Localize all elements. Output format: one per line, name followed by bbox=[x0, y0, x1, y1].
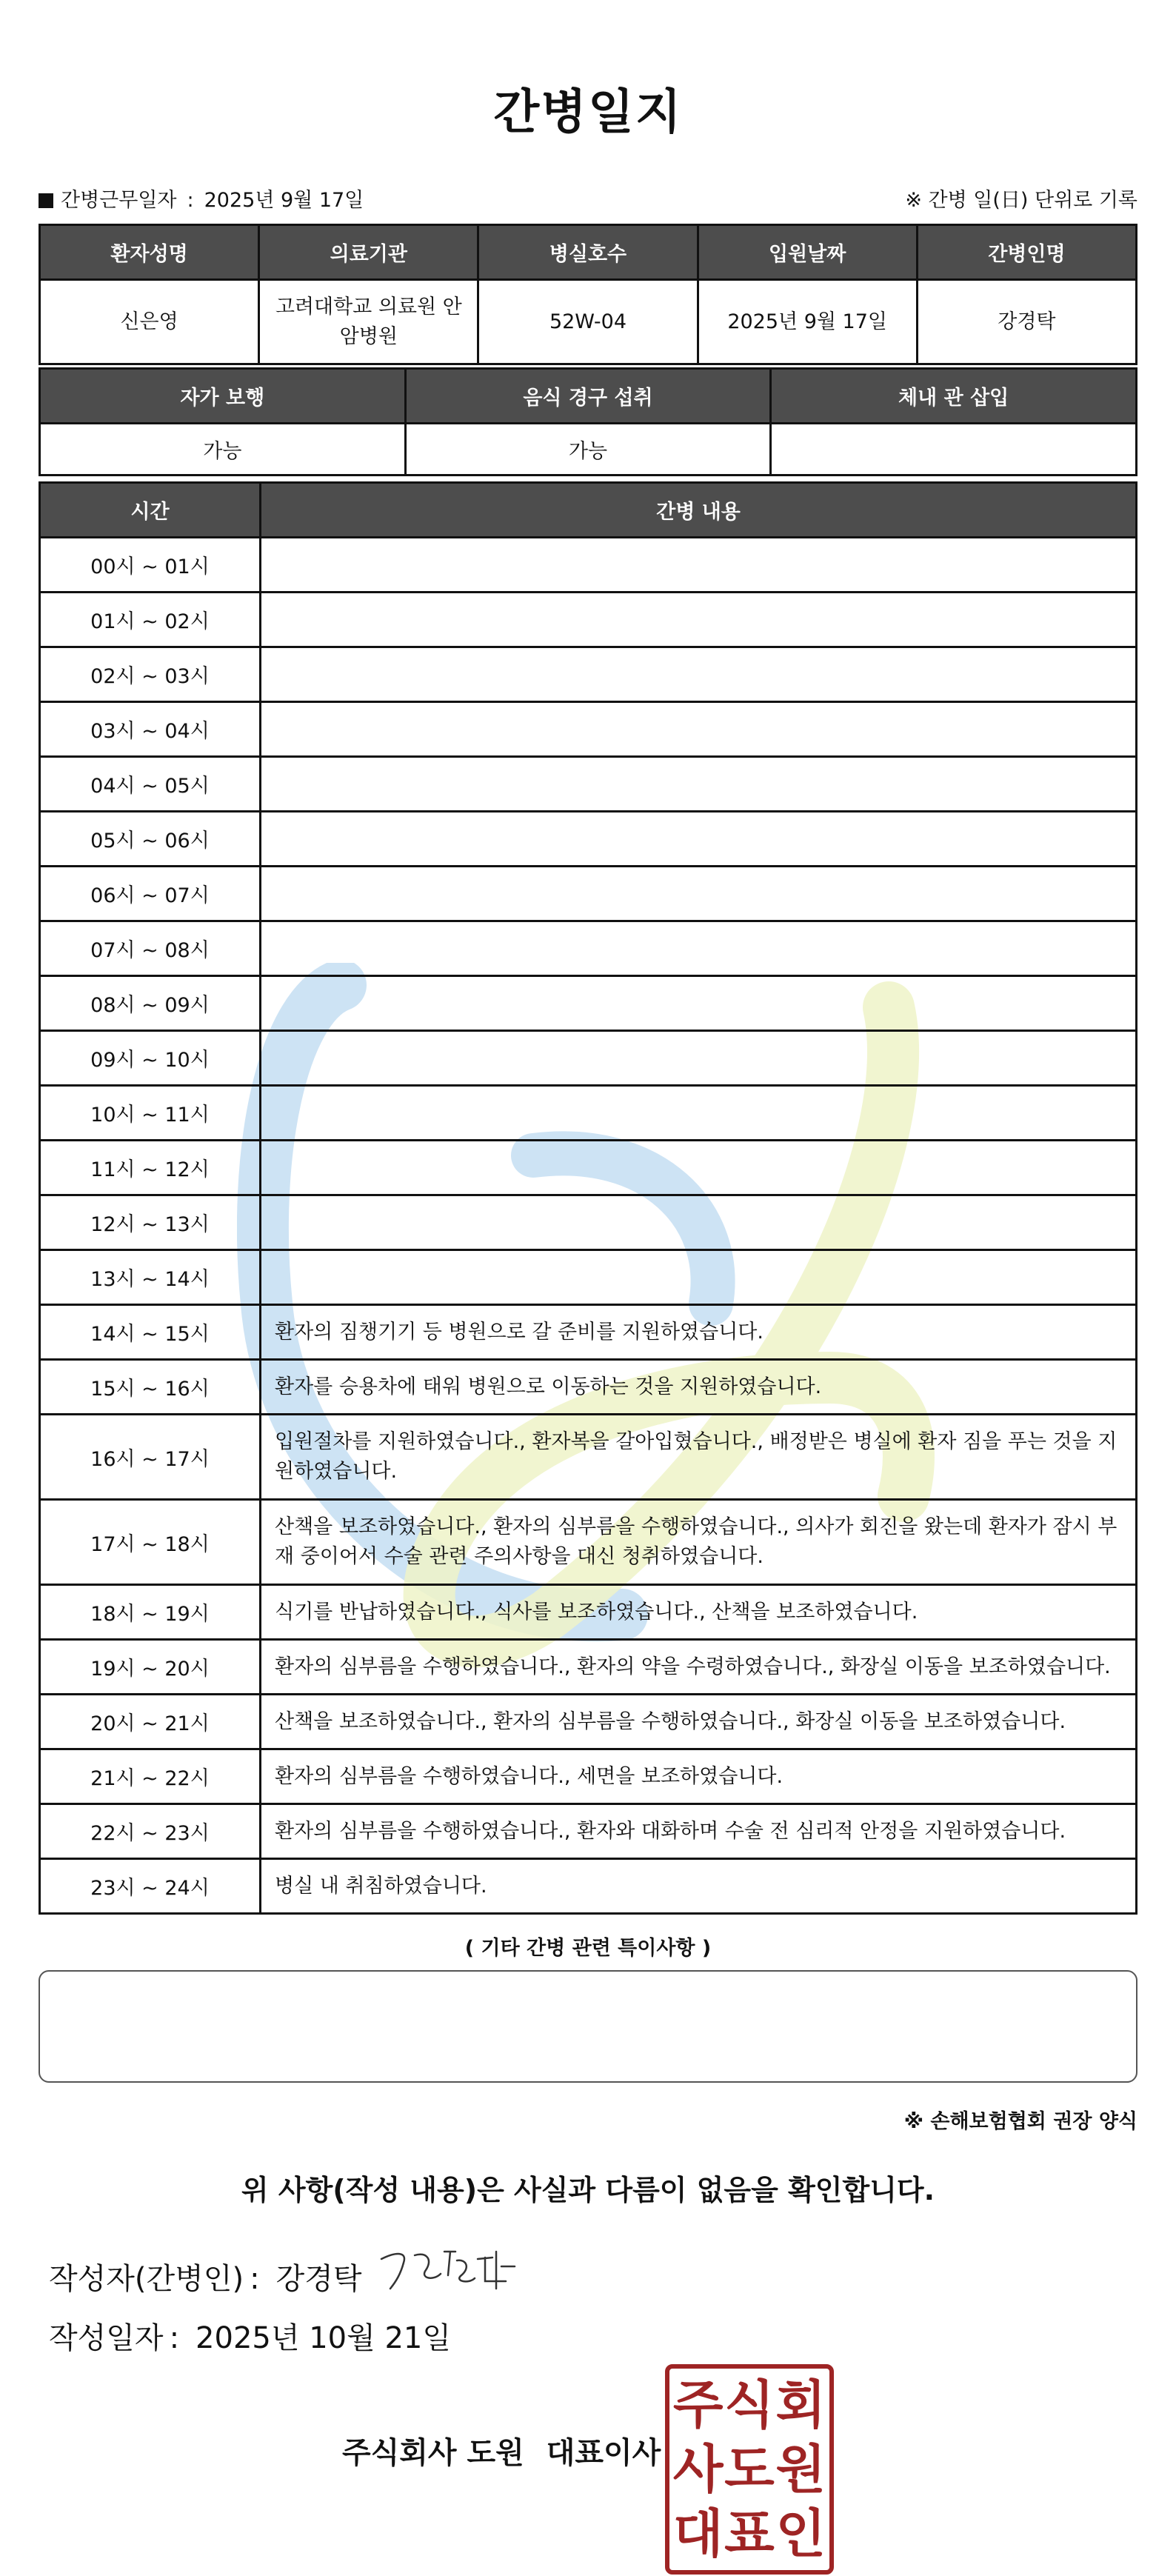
ceo-title: 대표이사 bbox=[546, 2436, 661, 2470]
care-log-table bbox=[39, 481, 1137, 1915]
remarks-title: ( 기타 간병 관련 특이사항 ) bbox=[464, 1937, 712, 1960]
header-caregiver-name: 간병인명 bbox=[917, 225, 1136, 280]
table-row bbox=[40, 1250, 1137, 1305]
log-time: 16시 ~ 17시 bbox=[40, 1415, 261, 1500]
patient-ability-table bbox=[39, 367, 1137, 476]
header-care-content: 간병 내용 bbox=[261, 483, 1137, 538]
log-content: 환자를 승용차에 태워 병원으로 이동하는 것을 지원하였습니다. bbox=[261, 1360, 1137, 1415]
written-date-label: 작성일자 bbox=[49, 2321, 164, 2355]
log-time: 17시 ~ 18시 bbox=[40, 1500, 261, 1585]
header-hospital: 의료기관 bbox=[259, 225, 478, 280]
square-bullet-icon bbox=[39, 193, 53, 208]
patient-info-table bbox=[39, 224, 1137, 365]
writer-line: 작성자(간병인) : 강경탁 bbox=[49, 2262, 362, 2296]
header-time: 시간 bbox=[40, 483, 261, 538]
admission-date: 2025년 9월 17일 bbox=[698, 280, 917, 364]
page-title: 간병일지 bbox=[493, 85, 683, 140]
log-content bbox=[261, 921, 1137, 976]
room-number: 52W-04 bbox=[478, 280, 698, 364]
remarks-box bbox=[39, 1970, 1137, 2083]
log-time: 02시 ~ 03시 bbox=[40, 647, 261, 702]
written-date-line: 작성일자 : 2025년 10월 21일 bbox=[49, 2321, 451, 2355]
header-tube-insertion: 체내 관 삽입 bbox=[771, 369, 1137, 424]
log-content bbox=[261, 1141, 1137, 1195]
log-time: 05시 ~ 06시 bbox=[40, 812, 261, 867]
header-patient-name: 환자성명 bbox=[40, 225, 259, 280]
company-signature-line bbox=[342, 2429, 661, 2472]
table-row bbox=[40, 1031, 1137, 1086]
log-time: 13시 ~ 14시 bbox=[40, 1250, 261, 1305]
log-content bbox=[261, 757, 1137, 812]
log-time: 18시 ~ 19시 bbox=[40, 1585, 261, 1640]
log-content bbox=[261, 1031, 1137, 1086]
log-content: 환자의 심부름을 수행하였습니다., 환자의 약을 수령하였습니다., 화장실 이동을 보조하였습니다. bbox=[261, 1640, 1137, 1695]
table-row bbox=[40, 1695, 1137, 1749]
self-walking-value: 가능 bbox=[40, 424, 406, 476]
unit-note: ※ 간병 일(日) 단위로 기록 bbox=[905, 189, 1137, 212]
log-time: 10시 ~ 11시 bbox=[40, 1086, 261, 1141]
log-time: 12시 ~ 13시 bbox=[40, 1195, 261, 1250]
work-date: 간병근무일자 : 2025년 9월 17일 bbox=[39, 184, 364, 213]
work-date-value: 2025년 9월 17일 bbox=[204, 189, 364, 212]
log-time: 11시 ~ 12시 bbox=[40, 1141, 261, 1195]
patient-name: 신은영 bbox=[40, 280, 259, 364]
table-row bbox=[40, 1859, 1137, 1914]
log-time: 15시 ~ 16시 bbox=[40, 1360, 261, 1415]
log-content: 환자의 짐챙기기 등 병원으로 갈 준비를 지원하였습니다. bbox=[261, 1305, 1137, 1360]
log-content bbox=[261, 1195, 1137, 1250]
log-content bbox=[261, 1250, 1137, 1305]
company-seal-icon: 주 식 회 사 도 원 대 표 인 bbox=[665, 2364, 834, 2575]
log-time: 00시 ~ 01시 bbox=[40, 538, 261, 593]
log-time: 07시 ~ 08시 bbox=[40, 921, 261, 976]
log-content: 환자의 심부름을 수행하였습니다., 세면을 보조하였습니다. bbox=[261, 1749, 1137, 1804]
log-content: 입원절차를 지원하였습니다., 환자복을 갈아입혔습니다., 배정받은 병실에 환자 짐을 푸는 것을 지원하였습니다. bbox=[261, 1415, 1137, 1500]
tube-insertion-value bbox=[771, 424, 1137, 476]
table-row bbox=[40, 1141, 1137, 1195]
hospital-name: 고려대학교 의료원 안암병원 bbox=[259, 280, 478, 364]
log-time: 20시 ~ 21시 bbox=[40, 1695, 261, 1749]
log-content bbox=[261, 702, 1137, 757]
table-row bbox=[40, 921, 1137, 976]
table-row bbox=[40, 702, 1137, 757]
header-room: 병실호수 bbox=[478, 225, 698, 280]
table-row bbox=[40, 1086, 1137, 1141]
table-row bbox=[40, 1640, 1137, 1695]
log-time: 22시 ~ 23시 bbox=[40, 1804, 261, 1859]
table-row bbox=[40, 1415, 1137, 1500]
signature-icon bbox=[374, 2229, 529, 2303]
log-time: 19시 ~ 20시 bbox=[40, 1640, 261, 1695]
work-date-label: 간병근무일자 bbox=[61, 189, 177, 212]
log-time: 08시 ~ 09시 bbox=[40, 976, 261, 1031]
log-time: 21시 ~ 22시 bbox=[40, 1749, 261, 1804]
table-row bbox=[40, 812, 1137, 867]
table-row bbox=[40, 976, 1137, 1031]
log-time: 23시 ~ 24시 bbox=[40, 1859, 261, 1914]
table-row bbox=[40, 1804, 1137, 1859]
written-date-value: 2025년 10월 21일 bbox=[196, 2321, 451, 2355]
writer-label: 작성자(간병인) bbox=[49, 2262, 244, 2296]
header-self-walking: 자가 보행 bbox=[40, 369, 406, 424]
table-row bbox=[40, 1305, 1137, 1360]
table-row bbox=[40, 1360, 1137, 1415]
log-content bbox=[261, 593, 1137, 647]
log-content: 산책을 보조하였습니다., 환자의 심부름을 수행하였습니다., 화장실 이동을 보조하였습니다. bbox=[261, 1695, 1137, 1749]
confirmation-statement: 위 사항(작성 내용)은 사실과 다름이 없음을 확인합니다. bbox=[241, 2174, 935, 2206]
log-content bbox=[261, 647, 1137, 702]
table-row bbox=[40, 1500, 1137, 1585]
log-time: 14시 ~ 15시 bbox=[40, 1305, 261, 1360]
log-time: 01시 ~ 02시 bbox=[40, 593, 261, 647]
oral-intake-value: 가능 bbox=[405, 424, 771, 476]
caregiver-name: 강경탁 bbox=[917, 280, 1136, 364]
header-oral-intake: 음식 경구 섭취 bbox=[405, 369, 771, 424]
table-row bbox=[40, 1585, 1137, 1640]
table-row bbox=[40, 593, 1137, 647]
table-row bbox=[40, 867, 1137, 921]
log-content bbox=[261, 867, 1137, 921]
header-admission-date: 입원날짜 bbox=[698, 225, 917, 280]
table-row bbox=[40, 647, 1137, 702]
log-content: 병실 내 취침하였습니다. bbox=[261, 1859, 1137, 1914]
log-time: 04시 ~ 05시 bbox=[40, 757, 261, 812]
table-row bbox=[40, 1749, 1137, 1804]
log-content bbox=[261, 976, 1137, 1031]
log-time: 03시 ~ 04시 bbox=[40, 702, 261, 757]
log-content bbox=[261, 1086, 1137, 1141]
writer-name: 강경탁 bbox=[275, 2262, 362, 2296]
log-content: 환자의 심부름을 수행하였습니다., 환자와 대화하며 수술 전 심리적 안정을 지원하였습니다. bbox=[261, 1804, 1137, 1859]
log-content bbox=[261, 812, 1137, 867]
table-row bbox=[40, 1195, 1137, 1250]
log-content bbox=[261, 538, 1137, 593]
log-content: 식기를 반납하였습니다., 식사를 보조하였습니다., 산책을 보조하였습니다. bbox=[261, 1585, 1137, 1640]
log-content: 산책을 보조하였습니다., 환자의 심부름을 수행하였습니다., 의사가 회진을 왔는데 환자가 잠시 부재 중이어서 수술 관련 주의사항을 대신 청취하였습니다. bbox=[261, 1500, 1137, 1585]
log-time: 09시 ~ 10시 bbox=[40, 1031, 261, 1086]
table-row bbox=[40, 538, 1137, 593]
company-name: 주식회사 도원 bbox=[342, 2436, 524, 2470]
log-time: 06시 ~ 07시 bbox=[40, 867, 261, 921]
recommend-note: ※ 손해보험협회 권장 양식 bbox=[903, 2110, 1137, 2133]
table-row bbox=[40, 757, 1137, 812]
